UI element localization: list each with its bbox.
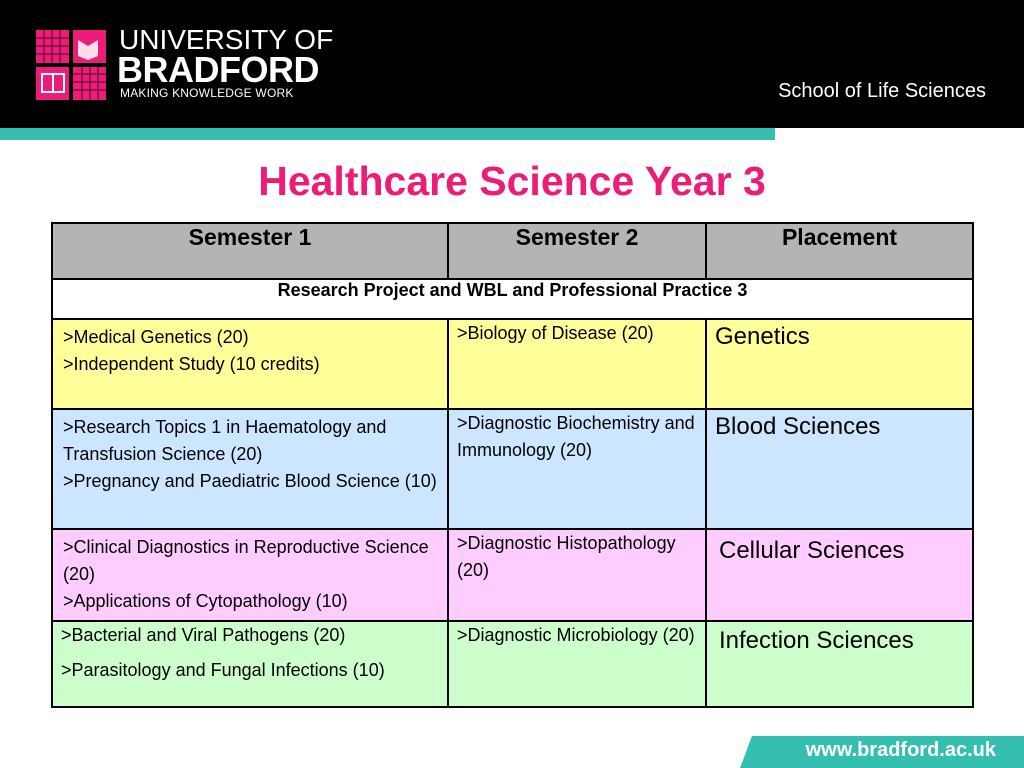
research-project-cell: Research Project and WBL and Professional Practice 3 <box>52 279 973 319</box>
placement-cell <box>706 409 973 529</box>
header-bar <box>0 0 1024 128</box>
semester-2-cell <box>448 621 706 707</box>
semester-1-cell <box>52 319 448 409</box>
table-row <box>52 529 973 621</box>
table-row <box>52 621 973 707</box>
table-row <box>52 319 973 409</box>
semester-2-cell <box>448 319 706 409</box>
semester-1-cell <box>52 529 448 621</box>
university-crest-icon <box>36 30 106 100</box>
table-row <box>52 409 973 529</box>
university-name-line2: BRADFORD <box>117 49 319 90</box>
placement-label: Infection Sciences <box>719 627 914 654</box>
span-row <box>52 279 973 319</box>
column-header-semester-2: Semester 2 <box>448 223 706 279</box>
school-name: School of Life Sciences <box>778 80 986 102</box>
placement-label: Blood Sciences <box>715 413 881 440</box>
module-item: >Biology of Disease (20) <box>457 323 654 343</box>
module-item: >Bacterial and Viral Pathogens (20) <box>61 625 346 645</box>
module-item: >Medical Genetics (20) <box>63 327 249 347</box>
module-item: >Clinical Diagnostics in Reproductive Science (20) <box>63 537 429 584</box>
placement-cell <box>706 621 973 707</box>
university-tagline: MAKING KNOWLEDGE WORK <box>120 86 294 100</box>
semester-1-cell <box>52 621 448 707</box>
semester-1-cell <box>52 409 448 529</box>
university-name-line1: UNIVERSITY OF <box>119 24 334 55</box>
placement-label: Cellular Sciences <box>719 537 905 564</box>
course-table <box>51 222 974 708</box>
module-item: >Applications of Cytopathology (10) <box>63 591 348 611</box>
table-header-row <box>52 223 973 279</box>
accent-strip <box>0 128 775 140</box>
module-item: >Diagnostic Microbiology (20) <box>457 625 695 645</box>
column-header-semester-1: Semester 1 <box>52 223 448 279</box>
placement-cell <box>706 319 973 409</box>
placement-label: Genetics <box>715 323 810 350</box>
placement-cell <box>706 529 973 621</box>
module-item: >Independent Study (10 credits) <box>63 354 320 374</box>
semester-2-cell <box>448 529 706 621</box>
module-item: >Diagnostic Histopathology (20) <box>457 533 676 580</box>
footer-wedge <box>740 736 752 768</box>
semester-2-cell <box>448 409 706 529</box>
module-item: >Diagnostic Biochemistry and Immunology (20) <box>457 413 695 460</box>
module-item: >Research Topics 1 in Haematology and Transfusion Science (20) <box>63 417 387 464</box>
footer-url[interactable]: www.bradford.ac.uk <box>805 739 996 761</box>
module-item: >Pregnancy and Paediatric Blood Science (10) <box>63 471 437 491</box>
slide-title: Healthcare Science Year 3 <box>258 158 766 204</box>
column-header-placement: Placement <box>706 223 973 279</box>
module-item: >Parasitology and Fungal Infections (10) <box>61 660 385 680</box>
